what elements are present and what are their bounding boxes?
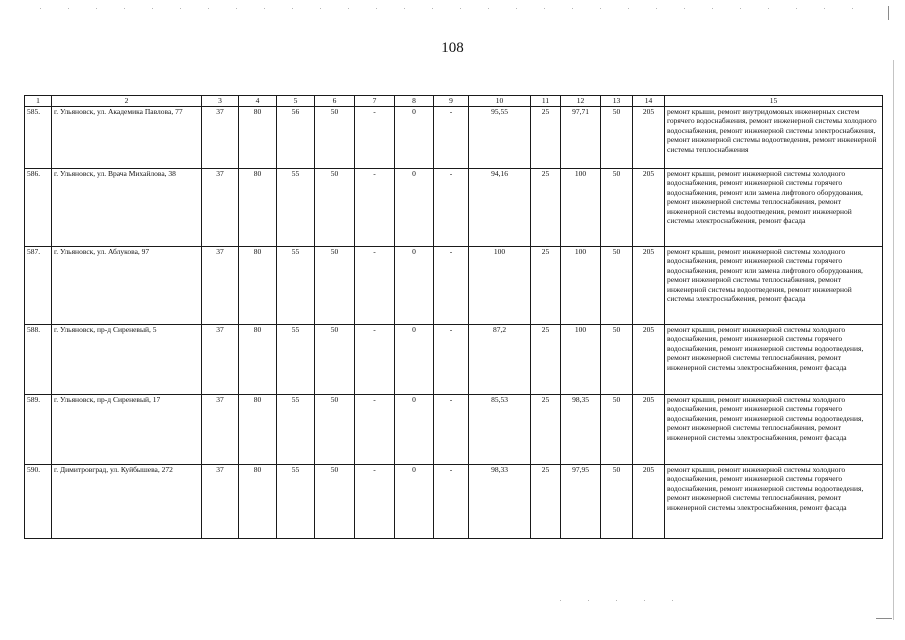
col-13-cell: 50 <box>601 247 633 325</box>
col-3-cell: 37 <box>202 169 239 247</box>
row-number-cell: 588. <box>25 325 52 395</box>
col-3-cell: 37 <box>202 395 239 465</box>
col-7-cell: - <box>355 395 395 465</box>
table-row <box>25 325 883 395</box>
column-header-3: 3 <box>202 96 239 107</box>
row-number-cell: 590. <box>25 465 52 539</box>
col-5-cell: 55 <box>277 325 315 395</box>
col-7-cell: - <box>355 169 395 247</box>
scan-bottom-corner-mark <box>876 618 892 619</box>
col-10-cell: 98,33 <box>469 465 531 539</box>
table-row <box>25 107 883 169</box>
address-cell: г. Димитровград, ул. Куйбышева, 272 <box>52 465 202 539</box>
column-header-4: 4 <box>239 96 277 107</box>
col-7-cell: - <box>355 465 395 539</box>
col-13-cell: 50 <box>601 325 633 395</box>
address-cell: г. Ульяновск, пр-д Сиреневый, 17 <box>52 395 202 465</box>
col-14-cell: 205 <box>633 107 665 169</box>
row-number-cell: 586. <box>25 169 52 247</box>
column-header-11: 11 <box>531 96 561 107</box>
col-12-cell: 97,71 <box>561 107 601 169</box>
col-5-cell: 55 <box>277 395 315 465</box>
col-6-cell: 50 <box>315 107 355 169</box>
col-8-cell: 0 <box>395 169 434 247</box>
col-9-cell: - <box>434 465 469 539</box>
col-3-cell: 37 <box>202 325 239 395</box>
col-9-cell: - <box>434 395 469 465</box>
scan-right-edge-line <box>893 60 894 620</box>
table-row <box>25 395 883 465</box>
column-header-13: 13 <box>601 96 633 107</box>
col-9-cell: - <box>434 169 469 247</box>
column-header-12: 12 <box>561 96 601 107</box>
col-12-cell: 98,35 <box>561 395 601 465</box>
col-4-cell: 80 <box>239 325 277 395</box>
column-header-2: 2 <box>52 96 202 107</box>
scan-right-edge-mark <box>888 6 889 20</box>
register-table <box>24 95 883 539</box>
col-5-cell: 55 <box>277 247 315 325</box>
col-4-cell: 80 <box>239 169 277 247</box>
col-8-cell: 0 <box>395 395 434 465</box>
column-header-6: 6 <box>315 96 355 107</box>
address-cell: г. Ульяновск, ул. Аблукова, 97 <box>52 247 202 325</box>
col-8-cell: 0 <box>395 325 434 395</box>
col-12-cell: 100 <box>561 169 601 247</box>
work-types-cell: ремонт крыши, ремонт инженерной системы холодного водоснабжения, ремонт инженерной системы горячего водоснабжения, ремонт или замена лифтового оборудования, ремонт инженерной системы теплоснабжения, ремонт инженерной системы водоотведения, ремонт инженерной системы электроснабжения, ремонт фасада <box>665 247 883 325</box>
col-4-cell: 80 <box>239 395 277 465</box>
col-11-cell: 25 <box>531 395 561 465</box>
col-11-cell: 25 <box>531 325 561 395</box>
col-10-cell: 95,55 <box>469 107 531 169</box>
work-types-cell: ремонт крыши, ремонт инженерной системы холодного водоснабжения, ремонт инженерной системы горячего водоснабжения, ремонт инженерной системы водоотведения, ремонт инженерной системы теплоснабжения, ремонт инженерной системы электроснабжения, ремонт фасада <box>665 465 883 539</box>
col-13-cell: 50 <box>601 169 633 247</box>
table-row <box>25 247 883 325</box>
col-10-cell: 100 <box>469 247 531 325</box>
col-9-cell: - <box>434 107 469 169</box>
col-8-cell: 0 <box>395 247 434 325</box>
table-header-row <box>25 96 883 107</box>
col-13-cell: 50 <box>601 107 633 169</box>
col-6-cell: 50 <box>315 325 355 395</box>
table-row <box>25 465 883 539</box>
column-header-10: 10 <box>469 96 531 107</box>
col-14-cell: 205 <box>633 169 665 247</box>
table-body <box>25 107 883 539</box>
col-13-cell: 50 <box>601 395 633 465</box>
col-5-cell: 56 <box>277 107 315 169</box>
col-11-cell: 25 <box>531 465 561 539</box>
row-number-cell: 587. <box>25 247 52 325</box>
col-7-cell: - <box>355 247 395 325</box>
column-header-1: 1 <box>25 96 52 107</box>
page-number: 108 <box>441 40 464 56</box>
col-7-cell: - <box>355 107 395 169</box>
scan-top-dots <box>40 8 880 9</box>
col-5-cell: 55 <box>277 169 315 247</box>
column-header-14: 14 <box>633 96 665 107</box>
table-row <box>25 169 883 247</box>
col-4-cell: 80 <box>239 465 277 539</box>
work-types-cell: ремонт крыши, ремонт инженерной системы холодного водоснабжения, ремонт инженерной системы горячего водоснабжения, ремонт инженерной системы водоотведения, ремонт инженерной системы теплоснабжения, ремонт инженерной системы электроснабжения, ремонт фасада <box>665 395 883 465</box>
work-types-cell: ремонт крыши, ремонт инженерной системы холодного водоснабжения, ремонт инженерной системы горячего водоснабжения, ремонт или замена лифтового оборудования, ремонт инженерной системы теплоснабжения, ремонт инженерной системы водоотведения, ремонт инженерной системы электроснабжения, ремонт фасада <box>665 169 883 247</box>
column-header-8: 8 <box>395 96 434 107</box>
col-13-cell: 50 <box>601 465 633 539</box>
col-9-cell: - <box>434 325 469 395</box>
col-10-cell: 94,16 <box>469 169 531 247</box>
col-14-cell: 205 <box>633 325 665 395</box>
col-7-cell: - <box>355 325 395 395</box>
address-cell: г. Ульяновск, пр-д Сиреневый, 5 <box>52 325 202 395</box>
col-10-cell: 87,2 <box>469 325 531 395</box>
address-cell: г. Ульяновск, ул. Врача Михайлова, 38 <box>52 169 202 247</box>
col-10-cell: 85,53 <box>469 395 531 465</box>
work-types-cell: ремонт крыши, ремонт инженерной системы холодного водоснабжения, ремонт инженерной системы горячего водоснабжения, ремонт инженерной системы водоотведения, ремонт инженерной системы теплоснабжения, ремонт инженерной системы электроснабжения, ремонт фасада <box>665 325 883 395</box>
column-header-7: 7 <box>355 96 395 107</box>
col-3-cell: 37 <box>202 247 239 325</box>
row-number-cell: 585. <box>25 107 52 169</box>
column-header-9: 9 <box>434 96 469 107</box>
col-6-cell: 50 <box>315 465 355 539</box>
col-14-cell: 205 <box>633 465 665 539</box>
col-11-cell: 25 <box>531 247 561 325</box>
col-11-cell: 25 <box>531 169 561 247</box>
col-3-cell: 37 <box>202 107 239 169</box>
col-12-cell: 100 <box>561 247 601 325</box>
scan-bottom-dots <box>560 600 680 601</box>
col-9-cell: - <box>434 247 469 325</box>
col-6-cell: 50 <box>315 169 355 247</box>
col-4-cell: 80 <box>239 107 277 169</box>
col-5-cell: 55 <box>277 465 315 539</box>
col-6-cell: 50 <box>315 247 355 325</box>
col-8-cell: 0 <box>395 107 434 169</box>
col-12-cell: 100 <box>561 325 601 395</box>
row-number-cell: 589. <box>25 395 52 465</box>
column-header-15: 15 <box>665 96 883 107</box>
col-11-cell: 25 <box>531 107 561 169</box>
column-header-5: 5 <box>277 96 315 107</box>
col-14-cell: 205 <box>633 247 665 325</box>
address-cell: г. Ульяновск, ул. Академика Павлова, 77 <box>52 107 202 169</box>
col-4-cell: 80 <box>239 247 277 325</box>
work-types-cell: ремонт крыши, ремонт внутридомовых инженерных систем горячего водоснабжения, ремонт инженерной системы холодного водоснабжения, ремонт инженерной системы электроснабжения, ремонт инженерной системы водоотведения, ремонт инженерной системы теплоснабжения <box>665 107 883 169</box>
col-6-cell: 50 <box>315 395 355 465</box>
col-14-cell: 205 <box>633 395 665 465</box>
col-12-cell: 97,95 <box>561 465 601 539</box>
col-8-cell: 0 <box>395 465 434 539</box>
col-3-cell: 37 <box>202 465 239 539</box>
